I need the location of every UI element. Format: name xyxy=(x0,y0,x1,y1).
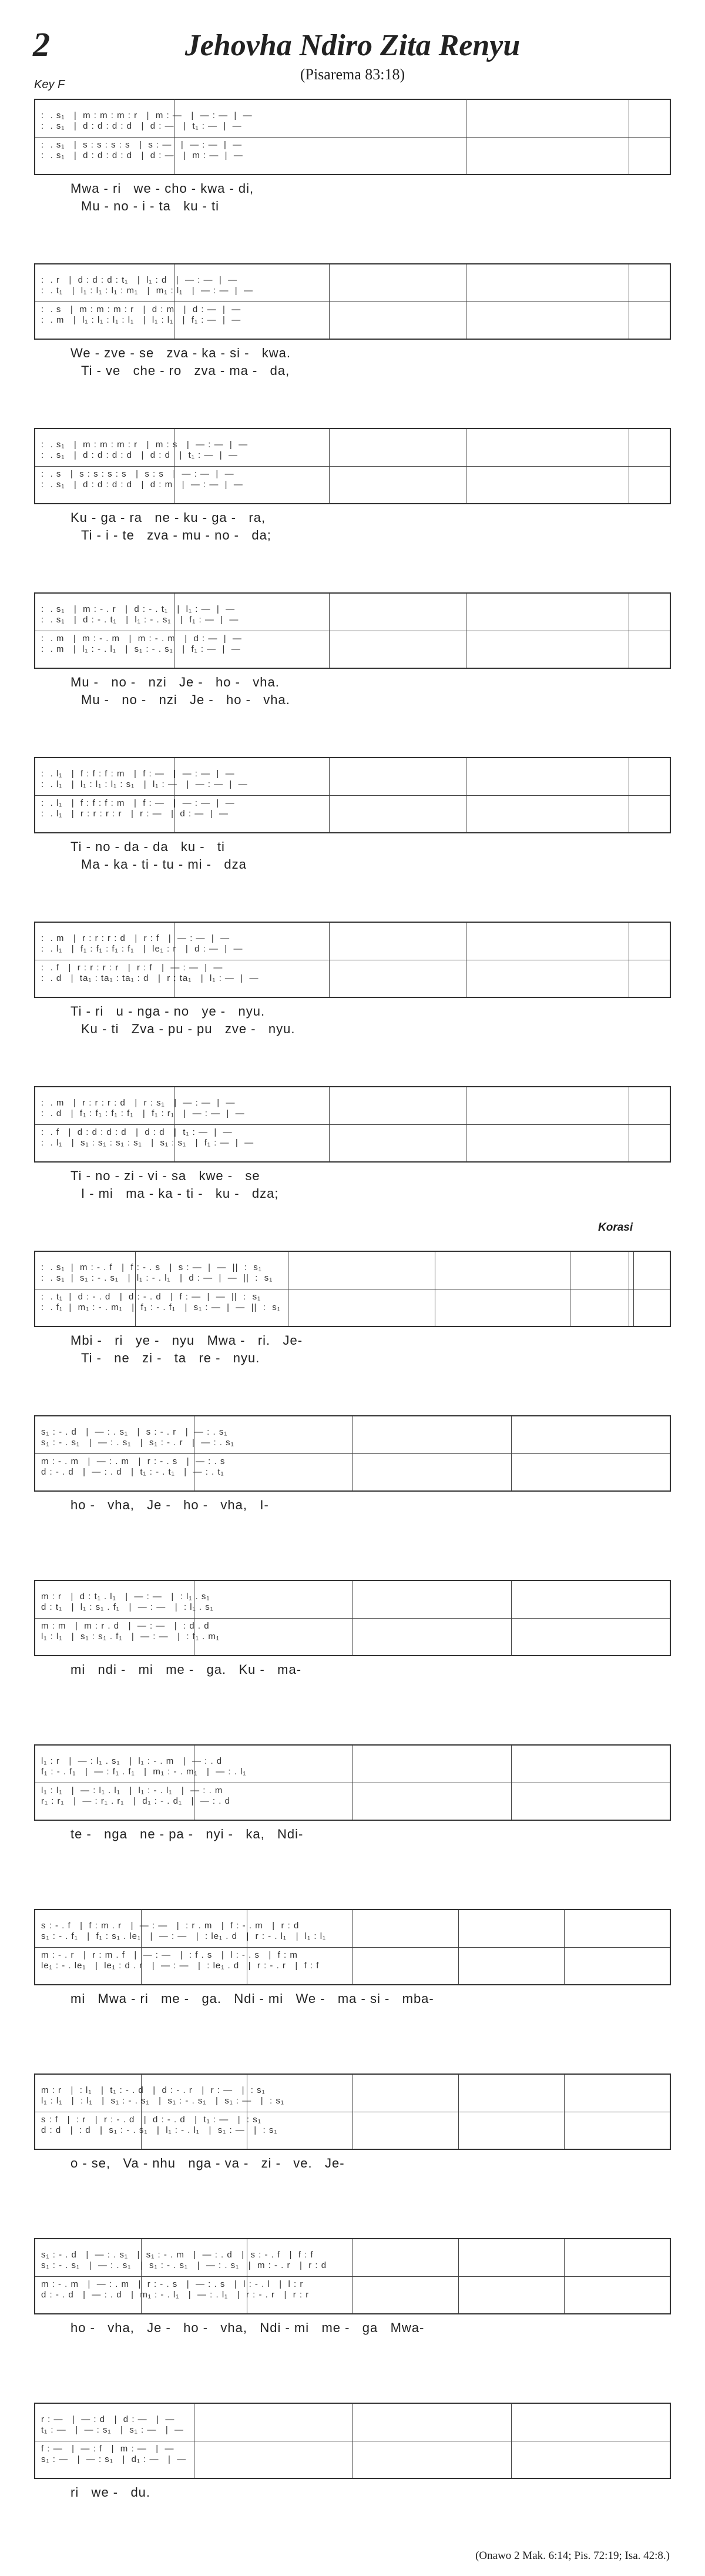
voice-part-row: : . l₁ | f : f : f : m | f : — | — : — | — xyxy=(41,769,235,779)
voice-part-row: : . s₁ | d : d : d : d | d : — | t₁ : — | — xyxy=(41,121,242,131)
lyric-line: mi ndi - mi me - ga. Ku - ma- xyxy=(70,1662,302,1677)
footer-references: (Onawo 2 Mak. 6:14; Pis. 72:19; Isa. 42:8.) xyxy=(475,2550,670,2562)
hymn-subtitle: (Pisarema 83:18) xyxy=(300,66,405,83)
voice-part-row: s₁ : - . d | — : . s₁ | s₁ : - . m | — : . d | s : - . f | f : f xyxy=(41,2250,314,2260)
staff-system xyxy=(34,922,671,998)
page-number: 2 xyxy=(33,25,50,63)
staff-system xyxy=(34,757,671,833)
key-signature: Key F xyxy=(34,78,65,91)
staff-system xyxy=(34,1909,671,1985)
staff-system xyxy=(34,1086,671,1163)
solfa-notes xyxy=(35,1921,670,1971)
lyric-line: Mwa - ri we - cho - kwa - di, xyxy=(70,181,254,196)
voice-part-row: : . s₁ | d : - . t₁ | l₁ : - . s₁ | f₁ : — | — xyxy=(41,615,239,625)
lyric-line: mi Mwa - ri me - ga. Ndi - mi We - ma - si - mba- xyxy=(70,1991,434,2006)
voice-part-row: : . s₁ | m : m : m : r | m : s | — : — | — xyxy=(41,440,249,450)
voice-part-row: : . m | m : - . m | m : - . m | d : — | — xyxy=(41,634,242,644)
staff-system xyxy=(34,592,671,669)
voice-part-row: s : - . f | f : m . r | — : — | : r . m | f : - . m | r : d xyxy=(41,1921,300,1931)
staff-system xyxy=(34,1251,671,1327)
voice-part-row: : . s | s : s : s : s | s : s | — : — | — xyxy=(41,469,234,479)
lyric-line: ho - vha, Je - ho - vha, I- xyxy=(70,1498,269,1512)
solfa-notes xyxy=(35,1427,670,1478)
lyric-line: Ti - no - zi - vi - sa kwe - se xyxy=(70,1168,260,1183)
staff-system xyxy=(34,2238,671,2314)
voice-part-row: l₁ : l₁ | : l₁ | s₁ : - . s₁ | s₁ : - . s₁ | s₁ : — | : s₁ xyxy=(41,2096,284,2106)
voice-part-row: : . d | f₁ : f₁ : f₁ : f₁ | f₁ : r₁ | — : — | — xyxy=(41,1108,245,1118)
voice-part-row: : . s₁ | s : s : s : s | s : — | — : — | — xyxy=(41,140,243,150)
voice-part-row: : . l₁ | l₁ : l₁ : l₁ : s₁ | l₁ : — | — : — | — xyxy=(41,779,248,789)
solfa-notes xyxy=(35,933,670,984)
voice-part-row: : . l₁ | f₁ : f₁ : f₁ : f₁ | le₁ : r | d : — | — xyxy=(41,944,243,954)
voice-part-row: s₁ : — | — : s₁ | d₁ : — | — xyxy=(41,2454,187,2464)
voice-part-row: : . s₁ | m : - . r | d : - . t₁ | l₁ : — | — xyxy=(41,604,236,614)
voice-part-row: : . f | r : r : r : r | r : f | — : — | — xyxy=(41,963,223,973)
voice-part-row: : . l₁ | s₁ : s₁ : s₁ : s₁ | s₁ : s₁ | f₁ : — | — xyxy=(41,1138,254,1148)
lyric-line: I - mi ma - ka - ti - ku - dza; xyxy=(81,1186,279,1201)
lyric-line: Ku - ti Zva - pu - pu zve - nyu. xyxy=(81,1021,296,1036)
lyric-line: Mbi - ri ye - nyu Mwa - ri. Je- xyxy=(70,1333,303,1348)
voice-part-row: : . s₁ | d : d : d : d | d : m | — : — | — xyxy=(41,480,243,490)
hymn-title: Jehovha Ndiro Zita Renyu xyxy=(184,29,521,62)
voice-part-row: m : - . m | — : . m | r : - . s | — : . s xyxy=(41,1456,226,1466)
staff-system xyxy=(34,1415,671,1492)
voice-part-row: : . s₁ | m : m : m : r | m : — | — : — | — xyxy=(41,110,253,120)
lyric-line: Ma - ka - ti - tu - mi - dza xyxy=(81,857,247,872)
voice-part-row: : . f₁ | m₁ : - . m₁ | f₁ : - . f₁ | s₁ : — | — || : s₁ xyxy=(41,1302,281,1312)
lyric-line: Ku - ga - ra ne - ku - ga - ra, xyxy=(70,510,266,525)
voice-part-row: m : r | : l₁ | t₁ : - . d | d : - . r | r : — | : s₁ xyxy=(41,2085,266,2095)
voice-part-row: f₁ : - . f₁ | — : f₁ . f₁ | m₁ : - . m₁ | — : . l₁ xyxy=(41,1767,247,1777)
lyric-line: Ti - no - da - da ku - ti xyxy=(70,839,225,854)
voice-part-row: m : - . r | r : m . f | — : — | : f . s | l : - . s | f : m xyxy=(41,1950,298,1960)
solfa-notes xyxy=(35,440,670,490)
solfa-notes xyxy=(35,604,670,655)
lyric-line: Ti - ne zi - ta re - nyu. xyxy=(81,1351,260,1365)
voice-part-row: s₁ : - . f₁ | f₁ : s₁ . le₁ | — : — | : le₁ . d | r : - . l₁ | l₁ : l₁ xyxy=(41,1931,327,1941)
voice-part-row: : . m | l₁ : l₁ : l₁ : l₁ | l₁ : l₁ | f₁ : — | — xyxy=(41,315,241,325)
solfa-notes xyxy=(35,2414,670,2465)
voice-part-row: l₁ : l₁ | s₁ : s₁ . f₁ | — : — | : f₁ . m₁ xyxy=(41,1632,220,1642)
staff-system xyxy=(34,2073,671,2150)
voice-part-row: l₁ : l₁ | — : l₁ . l₁ | l₁ : - . l₁ | — : . m xyxy=(41,1786,223,1796)
voice-part-row: : . t₁ | d : - . d | d : - . d | f : — | — || : s₁ xyxy=(41,1292,261,1302)
solfa-notes xyxy=(35,1756,670,1807)
solfa-notes xyxy=(35,110,670,161)
voice-part-row: m : - . m | — : . m | r : - . s | — : . s | l : - . l | l : r xyxy=(41,2279,304,2289)
voice-part-row: r : — | — : d | d : — | — xyxy=(41,2414,175,2424)
staff-system xyxy=(34,2403,671,2479)
voice-part-row: : . s₁ | d : d : d : d | d : d | t₁ : — | — xyxy=(41,450,238,460)
voice-part-row: : . m | l₁ : - . l₁ | s₁ : - . s₁ | f₁ : — | — xyxy=(41,644,241,654)
voice-part-row: : . s₁ | m : - . f | f : - . s | s : — | — || : s₁ xyxy=(41,1262,262,1272)
solfa-notes xyxy=(35,2085,670,2136)
staff-system xyxy=(34,428,671,504)
voice-part-row: : . l₁ | r : r : r : r | r : — | d : — | — xyxy=(41,809,229,819)
lyric-line: Mu - no - i - ta ku - ti xyxy=(81,199,220,213)
voice-part-row: : . m | r : r : r : d | r : f | — : — | — xyxy=(41,933,230,943)
staff-system xyxy=(34,263,671,340)
staff-system xyxy=(34,1580,671,1656)
voice-part-row: s₁ : - . s₁ | — : . s₁ | s₁ : - . r | — : . s₁ xyxy=(41,1438,234,1448)
voice-part-row: : . m | r : r : r : d | r : s₁ | — : — | — xyxy=(41,1098,236,1108)
solfa-notes xyxy=(35,275,670,326)
lyric-line: ho - vha, Je - ho - vha, Ndi - mi me - ga Mwa- xyxy=(70,2320,425,2335)
solfa-notes xyxy=(35,769,670,819)
lyric-line: We - zve - se zva - ka - si - kwa. xyxy=(70,346,291,360)
voice-part-row: s₁ : - . s₁ | — : . s₁ | s₁ : - . s₁ | — : . s₁ | m : - . r | r : d xyxy=(41,2260,327,2270)
voice-part-row: le₁ : - . le₁ | le₁ : d . r | — : — | : le₁ . d | r : - . r | f : f xyxy=(41,1961,320,1971)
voice-part-row: : . d | ta₁ : ta₁ : ta₁ : d | r : ta₁ | l₁ : — | — xyxy=(41,973,259,983)
voice-part-row: s₁ : - . d | — : . s₁ | s : - . r | — : . s₁ xyxy=(41,1427,228,1437)
lyric-line: Ti - i - te zva - mu - no - da; xyxy=(81,528,271,542)
lyric-line: Mu - no - nzi Je - ho - vha. xyxy=(81,692,290,707)
solfa-notes xyxy=(35,1098,670,1148)
solfa-notes xyxy=(35,2250,670,2300)
solfa-notes xyxy=(35,1592,670,1642)
lyric-line: te - nga ne - pa - nyi - ka, Ndi- xyxy=(70,1827,304,1841)
staff-system xyxy=(34,1744,671,1821)
chorus-label: Korasi xyxy=(598,1221,633,1234)
voice-part-row: d : d | : d | s₁ : - . s₁ | l₁ : - . l₁ | s₁ : — | : s₁ xyxy=(41,2125,278,2135)
voice-part-row: m : m | m : r . d | — : — | : d . d xyxy=(41,1621,210,1631)
lyric-line: o - se, Va - nhu nga - va - zi - ve. Je- xyxy=(70,2156,345,2170)
voice-part-row: t₁ : — | — : s₁ | s₁ : — | — xyxy=(41,2425,184,2435)
voice-part-row: : . s₁ | d : d : d : d | d : — | m : — | — xyxy=(41,150,243,160)
voice-part-row: m : r | d : t₁ . l₁ | — : — | : l₁ . s₁ xyxy=(41,1592,210,1602)
voice-part-row: l₁ : r | — : l₁ . s₁ | l₁ : - . m | — : . d xyxy=(41,1756,223,1766)
voice-part-row: : . t₁ | l₁ : l₁ : l₁ : m₁ | m₁ : l₁ | — : — | — xyxy=(41,286,254,296)
voice-part-row: : . l₁ | f : f : f : m | f : — | — : — | — xyxy=(41,798,235,808)
voice-part-row: d : - . d | — : . d | t₁ : - . t₁ | — : . t₁ xyxy=(41,1467,224,1477)
voice-part-row: d : t₁ | l₁ : s₁ . f₁ | — : — | : l₁ . s₁ xyxy=(41,1602,214,1612)
lyric-line: Ti - ri u - nga - no ye - nyu. xyxy=(70,1004,266,1019)
voice-part-row: d : - . d | — : . d | m₁ : - . l₁ | — : . l₁ | r : - . r | r : r xyxy=(41,2290,310,2300)
lyric-line: Mu - no - nzi Je - ho - vha. xyxy=(70,675,280,689)
voice-part-row: : . f | d : d : d : d | d : d | t₁ : — | — xyxy=(41,1127,233,1137)
voice-part-row: : . s₁ | s₁ : - . s₁ | l₁ : - . l₁ | d : — | — || : s₁ xyxy=(41,1273,273,1283)
voice-part-row: r₁ : r₁ | — : r₁ . r₁ | d₁ : - . d₁ | — : . d xyxy=(41,1796,230,1806)
voice-part-row: f : — | — : f | m : — | — xyxy=(41,2444,174,2454)
voice-part-row: : . r | d : d : d : t₁ | l₁ : d | — : — | — xyxy=(41,275,238,285)
solfa-notes xyxy=(35,1262,670,1313)
voice-part-row: : . s | m : m : m : r | d : m | d : — | — xyxy=(41,304,241,314)
lyric-line: ri we - du. xyxy=(70,2485,151,2500)
staff-system xyxy=(34,99,671,175)
voice-part-row: s : f | : r | r : - . d | d : - . d | t₁ : — | : s₁ xyxy=(41,2115,261,2125)
lyric-line: Ti - ve che - ro zva - ma - da, xyxy=(81,363,290,378)
